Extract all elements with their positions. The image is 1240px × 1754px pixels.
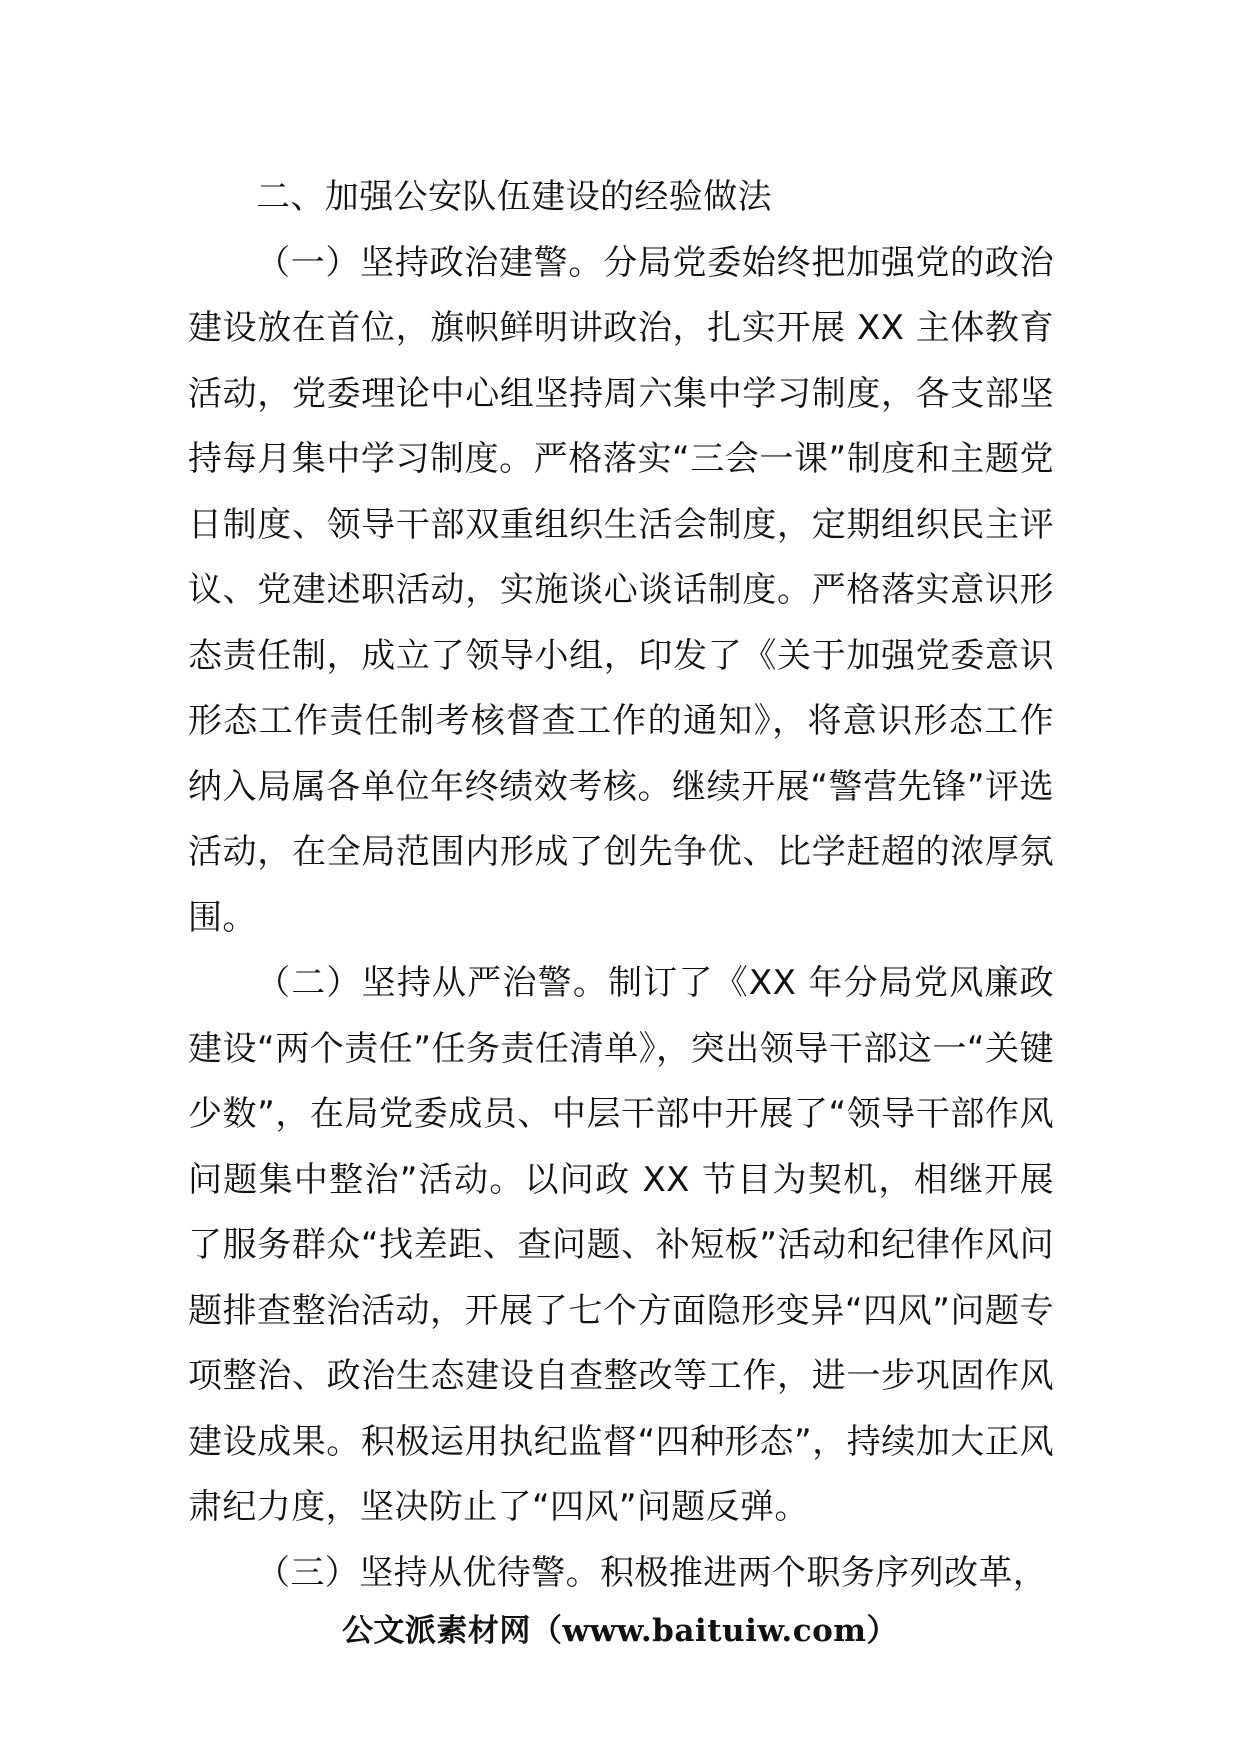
footer-watermark: 公文派素材网（www.baituiw.com） xyxy=(341,1613,899,1649)
paragraph-preferential-treatment: （三）坚持从优待警。积极推进两个职务序列改革， xyxy=(256,1552,1048,1593)
section-heading: 二、加强公安队伍建设的经验做法 xyxy=(256,177,772,217)
paragraph-strict-governance: （二）坚持从严治警。制订了《XX 年分局党风廉政建设“两个责任”任务责任清单》，突出领导干部这一“关键少数”，在局党委成员、中层干部中开展了“领导干部作风问题集中整治”活动。以问政 XX 节目为契机，相继开展了服务群众“找差距、查问题、补短板”活动和纪律作风问题排查整治活动，开展了七个方面隐形变异“四风”问题专项整治、政治生态建设自查整改等工作，进一步巩固作风建设成果。积极运用执纪监督“四种形态”，持续加大正风肃纪力度，坚决防止了“四风”问题反弹。 xyxy=(188,963,1054,1527)
document-body xyxy=(188,165,1054,1606)
paragraph-political-building: （一）坚持政治建警。分局党委始终把加强党的政治建设放在首位，旗帜鲜明讲政治，扎实开展 XX 主体教育活动，党委理论中心组坚持周六集中学习制度，各支部坚持每月集中学习制度。严格落实“三会一课”制度和主题党日制度、领导干部双重组织生活会制度，定期组织民主评议、党建述职活动，实施谈心谈话制度。严格落实意识形态责任制，成立了领导小组，印发了《关于加强党委意识形态工作责任制考核督查工作的通知》，将意识形态工作纳入局属各单位年终绩效考核。继续开展“警营先锋”评选活动，在全局范围内形成了创先争优、比学赶超的浓厚氛围。 xyxy=(188,242,1054,938)
